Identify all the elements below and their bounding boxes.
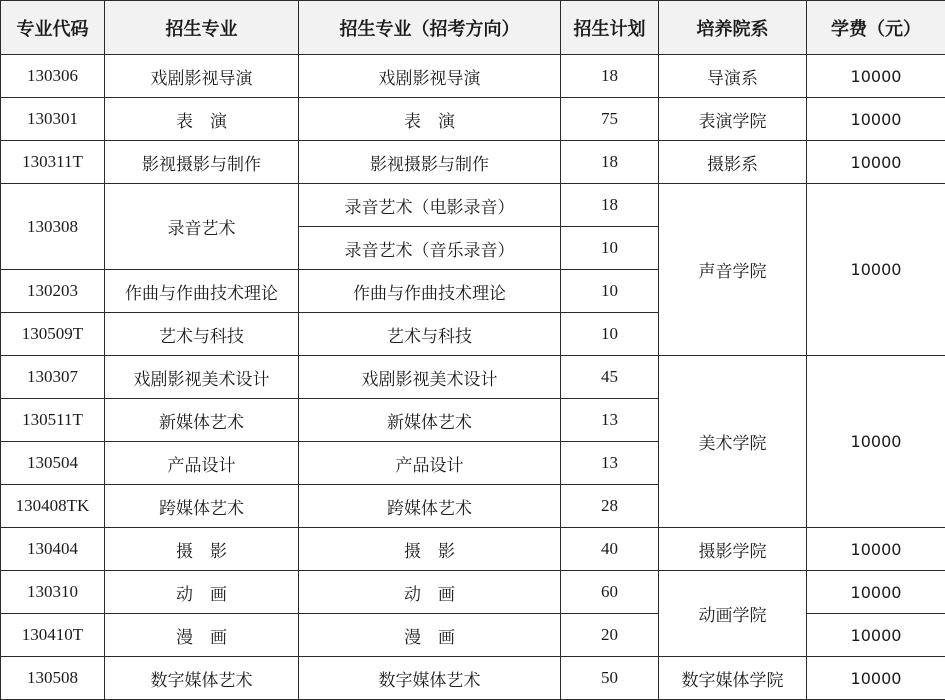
cell-fee: 10000 bbox=[807, 657, 945, 700]
cell-department: 摄影系 bbox=[659, 141, 807, 184]
cell-plan: 10 bbox=[561, 227, 659, 270]
cell-major: 戏剧影视美术设计 bbox=[105, 356, 299, 399]
cell-major: 戏剧影视导演 bbox=[105, 55, 299, 98]
cell-fee: 10000 bbox=[807, 184, 945, 356]
cell-code: 130307 bbox=[1, 356, 105, 399]
cell-direction: 影视摄影与制作 bbox=[299, 141, 561, 184]
cell-department: 美术学院 bbox=[659, 356, 807, 528]
cell-plan: 60 bbox=[561, 571, 659, 614]
cell-plan: 13 bbox=[561, 399, 659, 442]
cell-code: 130310 bbox=[1, 571, 105, 614]
cell-major: 产品设计 bbox=[105, 442, 299, 485]
cell-plan: 18 bbox=[561, 184, 659, 227]
table-row bbox=[1, 657, 945, 700]
cell-major: 影视摄影与制作 bbox=[105, 141, 299, 184]
cell-code: 130311T bbox=[1, 141, 105, 184]
cell-fee: 10000 bbox=[807, 528, 945, 571]
cell-direction: 数字媒体艺术 bbox=[299, 657, 561, 700]
cell-fee: 10000 bbox=[807, 141, 945, 184]
cell-fee: 10000 bbox=[807, 356, 945, 528]
cell-plan: 75 bbox=[561, 98, 659, 141]
header-code: 专业代码 bbox=[1, 1, 105, 55]
cell-major: 跨媒体艺术 bbox=[105, 485, 299, 528]
header-plan: 招生计划 bbox=[561, 1, 659, 55]
cell-code: 130410T bbox=[1, 614, 105, 657]
cell-major: 数字媒体艺术 bbox=[105, 657, 299, 700]
cell-direction: 摄 影 bbox=[299, 528, 561, 571]
table-row bbox=[1, 528, 945, 571]
cell-major: 表 演 bbox=[105, 98, 299, 141]
header-major: 招生专业 bbox=[105, 1, 299, 55]
cell-direction: 戏剧影视导演 bbox=[299, 55, 561, 98]
cell-code: 130509T bbox=[1, 313, 105, 356]
header-department: 培养院系 bbox=[659, 1, 807, 55]
cell-plan: 40 bbox=[561, 528, 659, 571]
cell-direction: 戏剧影视美术设计 bbox=[299, 356, 561, 399]
cell-direction: 作曲与作曲技术理论 bbox=[299, 270, 561, 313]
table-row bbox=[1, 184, 945, 227]
cell-fee: 10000 bbox=[807, 571, 945, 614]
cell-major: 漫 画 bbox=[105, 614, 299, 657]
cell-plan: 18 bbox=[561, 55, 659, 98]
cell-plan: 20 bbox=[561, 614, 659, 657]
cell-major: 摄 影 bbox=[105, 528, 299, 571]
cell-plan: 10 bbox=[561, 313, 659, 356]
cell-department: 声音学院 bbox=[659, 184, 807, 356]
cell-fee: 10000 bbox=[807, 55, 945, 98]
cell-fee: 10000 bbox=[807, 614, 945, 657]
cell-direction: 动 画 bbox=[299, 571, 561, 614]
header-fee: 学费（元） bbox=[807, 1, 945, 55]
cell-code: 130306 bbox=[1, 55, 105, 98]
cell-plan: 45 bbox=[561, 356, 659, 399]
table-row bbox=[1, 356, 945, 399]
cell-fee: 10000 bbox=[807, 98, 945, 141]
table-row bbox=[1, 55, 945, 98]
cell-direction: 艺术与科技 bbox=[299, 313, 561, 356]
cell-major: 新媒体艺术 bbox=[105, 399, 299, 442]
cell-major: 动 画 bbox=[105, 571, 299, 614]
cell-direction: 产品设计 bbox=[299, 442, 561, 485]
cell-direction: 新媒体艺术 bbox=[299, 399, 561, 442]
cell-code: 130203 bbox=[1, 270, 105, 313]
table-row bbox=[1, 571, 945, 614]
header-direction: 招生专业（招考方向） bbox=[299, 1, 561, 55]
header-row bbox=[1, 1, 945, 55]
cell-code: 130404 bbox=[1, 528, 105, 571]
cell-department: 数字媒体学院 bbox=[659, 657, 807, 700]
cell-code: 130408TK bbox=[1, 485, 105, 528]
cell-major: 录音艺术 bbox=[105, 184, 299, 270]
cell-code: 130508 bbox=[1, 657, 105, 700]
table-row bbox=[1, 141, 945, 184]
cell-department: 导演系 bbox=[659, 55, 807, 98]
cell-plan: 13 bbox=[561, 442, 659, 485]
cell-plan: 10 bbox=[561, 270, 659, 313]
cell-plan: 50 bbox=[561, 657, 659, 700]
cell-department: 表演学院 bbox=[659, 98, 807, 141]
cell-code: 130308 bbox=[1, 184, 105, 270]
cell-code: 130511T bbox=[1, 399, 105, 442]
cell-department: 动画学院 bbox=[659, 571, 807, 657]
cell-department: 摄影学院 bbox=[659, 528, 807, 571]
cell-major: 艺术与科技 bbox=[105, 313, 299, 356]
table-row bbox=[1, 98, 945, 141]
cell-plan: 28 bbox=[561, 485, 659, 528]
cell-direction: 录音艺术（电影录音） bbox=[299, 184, 561, 227]
cell-direction: 漫 画 bbox=[299, 614, 561, 657]
cell-direction: 跨媒体艺术 bbox=[299, 485, 561, 528]
cell-direction: 表 演 bbox=[299, 98, 561, 141]
cell-direction: 录音艺术（音乐录音） bbox=[299, 227, 561, 270]
cell-major: 作曲与作曲技术理论 bbox=[105, 270, 299, 313]
cell-plan: 18 bbox=[561, 141, 659, 184]
cell-code: 130301 bbox=[1, 98, 105, 141]
cell-code: 130504 bbox=[1, 442, 105, 485]
